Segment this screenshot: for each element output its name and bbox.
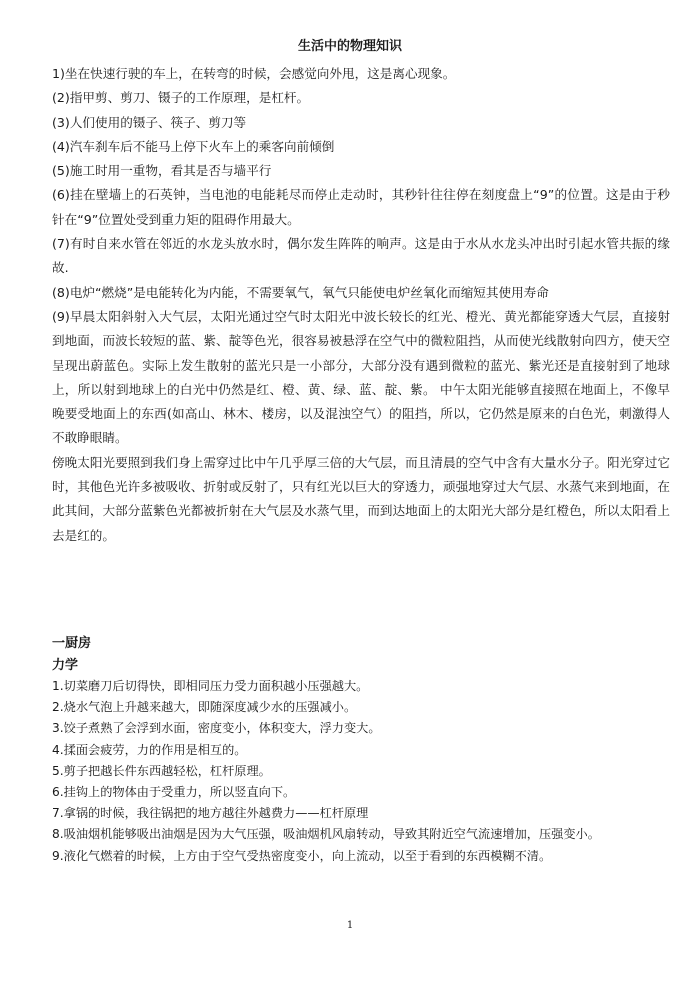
intro-section [52,62,670,548]
page-number: 1 [346,920,354,931]
mechanics-item-9: 9.液化气燃着的时候，上方由于空气受热密度变小，向上流动，以至于看到的东西模糊不清。 [52,848,552,863]
mechanics-list [52,676,670,867]
intro-paragraph-5: (5)施工时用一重物，看其是否与墙平行 [52,163,272,179]
mechanics-item-7: 7.拿锅的时候，我往锅把的地方越往外越费力——杠杆原理 [52,806,369,821]
mechanics-item-5: 5.剪子把越长件东西越轻松，杠杆原理。 [52,763,271,778]
mechanics-item-1: 1.切菜磨刀后切得快，即相同压力受力面积越小压强越大。 [52,679,369,693]
intro-paragraph-3: (3)人们使用的镊子、筷子、剪刀等 [52,114,247,130]
mechanics-item-4: 4.揉面会疲劳，力的作用是相互的。 [52,742,247,757]
section-heading-kitchen: 一厨房 [52,636,92,651]
mechanics-item-6: 6.挂钩上的物体由于受重力，所以竖直向下。 [52,785,296,800]
mechanics-item-3: 3.饺子煮熟了会浮到水面，密度变小，体积变大，浮力变大。 [52,721,381,736]
intro-paragraph-8: (8)电炉“燃烧”是电能转化为内能，不需要氧气，氧气只能使电炉丝氧化而缩短其使用寿命 [52,284,549,300]
mechanics-item-2: 2.烧水气泡上升越来越大，即随深度减少水的压强减小。 [52,700,357,715]
intro-paragraph-2: (2)指甲剪、剪刀、镊子的工作原理，是杠杆。 [52,90,310,106]
intro-paragraph-10: 傍晚太阳光要照到我们身上需穿过比中午几乎厚三倍的大气层，而且清晨的空气中含有大量水分子。阳光穿过它时，其他色光许多被吸收、折射或反射了，只有红光以巨大的穿透力，顽强地穿过大气层、水蒸气来到地面，在此其间，大部分蓝紫色光都被折射在大气层及水蒸气里，而到达地面上的太阳光大部分是红橙色，所以太阳看上去是红的。 [52,454,670,543]
sub-heading-mechanics: 力学 [52,658,79,673]
intro-paragraph-7: (7)有时自来水管在邻近的水龙头放水时，偶尔发生阵阵的响声。这是由于水从水龙头冲出时引起水管共振的缘故. [52,236,670,276]
intro-paragraph-9: (9)早晨太阳斜射入大气层，太阳光通过空气时太阳光中波长较长的红光、橙光、黄光都能穿透大气层，直接射到地面，而波长较短的蓝、紫、靛等色光，很容易被悬浮在空气中的微粒阻挡，从而使光线散射向四方，使天空呈现出蔚蓝色。实际上发生散射的蓝光只是一小部分，大部分没有遇到微粒的蓝光、紫光还是直接射到了地球上，所以射到地球上的白光中仍然是红、橙、黄、绿、蓝、靛、紫。 中午太阳光能够直接照在地面上，不像早晚要受地面上的东西(如高山、林木、楼房，以及混浊空气）的阻挡，所以，它仍然是原来的白色光，刺激得人不敢睁眼睛。 [52,308,670,446]
intro-paragraph-1: 1)坐在快速行驶的车上，在转弯的时候，会感觉向外甩，这是离心现象。 [52,66,456,81]
intro-paragraph-6: (6)挂在壁墙上的石英钟，当电池的电能耗尽而停止走动时，其秒针往往停在刻度盘上“9”的位置。这是由于秒针在“9”位置处受到重力矩的阻碍作用最大。 [52,187,670,227]
intro-paragraph-4: (4)汽车刹车后不能马上停下火车上的乘客向前倾倒 [52,138,335,154]
document-title: 生活中的物理知识 [297,39,402,54]
mechanics-item-8: 8.吸油烟机能够吸出油烟是因为大气压强，吸油烟机风扇转动，导致其附近空气流速增加，压强变小。 [52,827,600,842]
